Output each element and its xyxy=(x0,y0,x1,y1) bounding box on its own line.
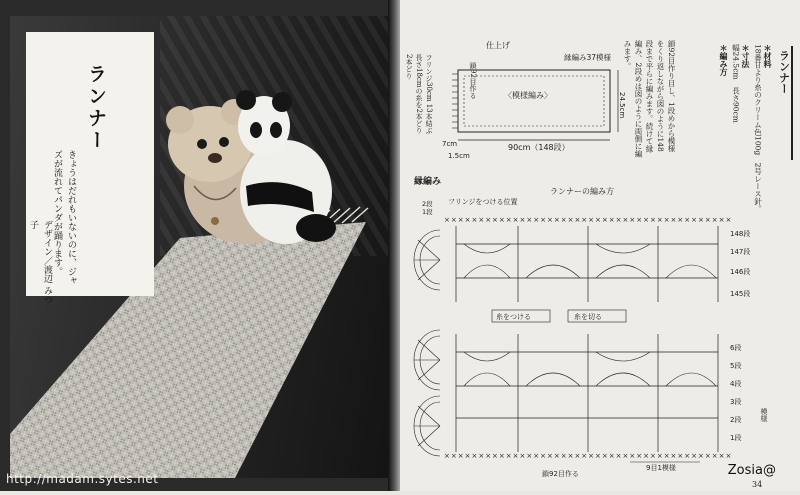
edge-mark-2: 2段 xyxy=(422,200,433,208)
schematic-height: 24.5cm xyxy=(618,92,626,119)
repeat-count: 9目1模様 xyxy=(646,464,676,472)
size-heading: ＊寸法 xyxy=(741,44,751,68)
page-number: 34 xyxy=(752,480,763,489)
edging-fans xyxy=(414,230,440,456)
chain-start-label: 鎖92目作る xyxy=(542,470,579,478)
schematic-margin-left: 7cm xyxy=(442,140,458,148)
section-title: ランナー xyxy=(777,50,791,94)
pattern-instructions xyxy=(400,0,800,491)
row-labels xyxy=(730,229,768,442)
method-text-box xyxy=(622,40,722,160)
edging-label: 縁編み xyxy=(414,177,442,187)
row-label-3: 3段 xyxy=(730,398,742,406)
chart-grid xyxy=(456,226,718,452)
row-label-2: 2段 xyxy=(730,416,742,424)
yarn-arrows xyxy=(492,310,626,322)
left-page xyxy=(0,0,393,491)
row-label-145: 145段 xyxy=(730,290,751,298)
schematic-width: 90cm（148段） xyxy=(508,143,570,152)
repeat-label: 模様 xyxy=(760,408,768,422)
method-heading: ＊編み方 xyxy=(719,44,729,76)
fringe-note-box xyxy=(404,54,458,146)
schematic-label: 仕上げ xyxy=(486,41,510,50)
schematic-chain-label: 鎖92目作る xyxy=(469,62,477,99)
caption: きょうはだれもいないのに、ジャズが流れてパンダが踊ります。 xyxy=(52,150,76,285)
attach-yarn-label: 糸をつける xyxy=(496,313,531,321)
border-label: 縁編み37模様 xyxy=(564,53,612,62)
row-label-1: 1段 xyxy=(730,434,742,442)
size-text: 幅24.5cm 長さ90cm xyxy=(731,44,741,123)
fringe-note: フリンジ30cm 13本結ぶ 長さ18cmの糸を2本どり 2本どり xyxy=(405,54,433,141)
cut-yarn-label: 糸を切る xyxy=(574,313,602,321)
materials-text: 18番甘より糸のクリーム色100g 2号レース針。 xyxy=(753,44,763,213)
title-panel xyxy=(26,32,154,304)
signature: Zosia@ xyxy=(727,463,776,478)
chain-label-box xyxy=(468,62,490,132)
fringe-position-label: フリンジをつける位置 xyxy=(448,198,518,206)
right-page xyxy=(400,0,800,491)
row-label-147: 147段 xyxy=(730,248,751,256)
bottom-cross-row: ×××××××××××××××××××××××××××××××××××××××××× xyxy=(444,452,733,460)
pattern-label: 〈模様編み〉 xyxy=(504,91,552,100)
stitch-chart xyxy=(414,175,768,478)
row-label-146: 146段 xyxy=(730,268,751,276)
page-title: ランナー xyxy=(85,64,107,152)
method-text: 鎖92目作り目し、1段めから模様をくり返しながら図のように148段まで平らに編みます。続けて縁編み、2段めは図のように両側に編みます。 xyxy=(623,40,676,158)
photo xyxy=(10,16,390,478)
schematic-margin-bottom: 1.5cm xyxy=(448,152,470,160)
row-label-6: 6段 xyxy=(730,344,742,352)
edge-mark-1: 1段 xyxy=(422,208,433,216)
row-label-148: 148段 xyxy=(730,230,751,238)
design-credit: デザイン／渡辺 みつ子 xyxy=(28,220,52,304)
top-cross-row: ×××××××××××××××××××××××××××××××××××××××××× xyxy=(444,216,733,224)
instruction-column xyxy=(719,43,792,213)
row-label-4: 4段 xyxy=(730,380,742,388)
runner-label: ランナーの編み方 xyxy=(550,187,614,196)
materials-heading: ＊材料 xyxy=(763,44,773,68)
row-label-5: 5段 xyxy=(730,362,742,370)
bear-and-panda-toys xyxy=(166,90,336,244)
site-watermark[interactable]: http://madam.sytes.net xyxy=(6,472,159,486)
